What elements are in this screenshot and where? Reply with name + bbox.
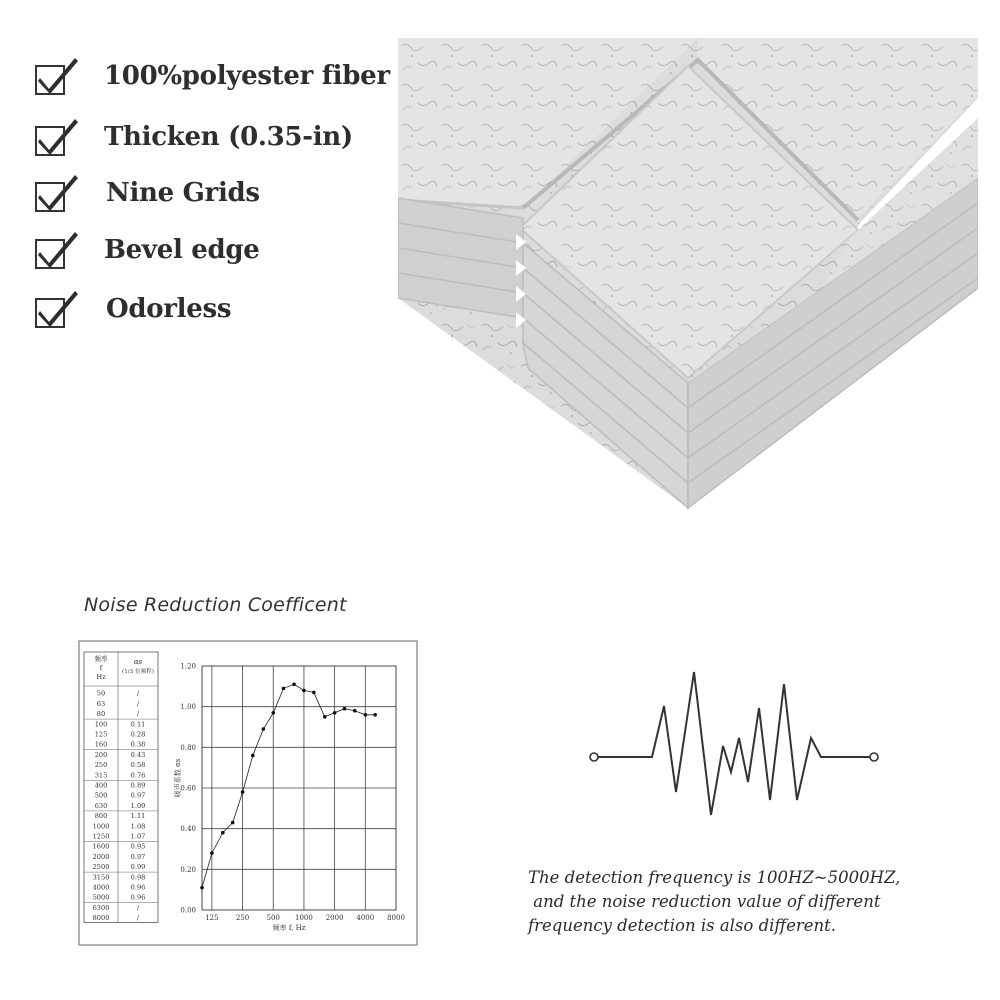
checkbox-checked-icon — [34, 117, 80, 157]
table-cell-coefficient: 1.08 — [130, 822, 146, 831]
chart-data-point — [262, 727, 266, 731]
table-cell-coefficient: / — [136, 710, 140, 719]
table-cell-frequency: 5000 — [92, 893, 110, 902]
table-header-text: 频率 — [94, 655, 108, 663]
chart-x-tick-label: 2000 — [325, 914, 344, 922]
table-cell-coefficient: 0.96 — [130, 893, 146, 902]
table-cell-coefficient: 0.76 — [130, 771, 146, 780]
chart-data-point — [210, 851, 214, 855]
table-cell-coefficient: / — [136, 699, 140, 708]
chart-data-point — [200, 886, 204, 890]
table-cell-frequency: 3150 — [92, 873, 110, 882]
feature-label: Odorless — [106, 294, 232, 324]
table-cell-frequency: 500 — [94, 791, 108, 800]
caption-line: frequency detection is also different. — [528, 916, 837, 935]
table-cell-frequency: 400 — [94, 781, 108, 790]
feature-item — [34, 230, 260, 270]
caption-line: The detection frequency is 100HZ~5000HZ, — [528, 868, 901, 887]
chart-data-point — [373, 713, 377, 717]
chart-data-point — [251, 754, 255, 758]
checkbox-checked-icon — [34, 230, 80, 270]
nrc-title: Noise Reduction Coefficent — [84, 594, 347, 616]
chart-x-axis-label: 频率 f, Hz — [272, 924, 306, 932]
table-cell-frequency: 250 — [94, 761, 108, 770]
chart-x-tick-label: 1000 — [295, 914, 313, 922]
chart-data-point — [221, 831, 225, 835]
checkbox-checked-icon — [34, 173, 80, 213]
chart-x-tick-label: 500 — [266, 914, 280, 922]
table-cell-coefficient: 1.09 — [130, 801, 146, 810]
table-cell-coefficient: 0.11 — [130, 720, 146, 729]
chart-y-tick-label: 0.60 — [180, 784, 196, 793]
table-cell-frequency: 800 — [94, 812, 108, 821]
table-cell-coefficient: 0.98 — [130, 873, 146, 882]
table-cell-frequency: 50 — [96, 689, 106, 698]
chart-data-point — [271, 711, 275, 715]
table-cell-frequency: 2000 — [92, 852, 110, 861]
feature-item — [34, 173, 260, 213]
table-cell-frequency: 1600 — [92, 842, 110, 851]
table-cell-coefficient: 0.99 — [130, 863, 146, 872]
chart-data-point — [312, 691, 316, 695]
chart-data-point — [343, 707, 347, 711]
chart-data-point — [231, 821, 235, 825]
chart-data-point — [323, 715, 327, 719]
table-cell-coefficient: 0.97 — [130, 791, 146, 800]
table-cell-coefficient: 0.96 — [130, 883, 146, 892]
chart-data-point — [282, 687, 286, 691]
sound-wave-icon — [586, 668, 882, 822]
table-cell-frequency: 315 — [94, 771, 108, 780]
feature-item — [34, 289, 231, 329]
checkbox-checked-icon — [34, 289, 80, 329]
table-cell-coefficient: 0.95 — [130, 842, 146, 851]
chart-x-tick-label: 250 — [235, 914, 250, 922]
table-header-text: (1/3 倍频程) — [122, 669, 154, 675]
chart-y-tick-label: 0.20 — [180, 865, 196, 874]
caption-line: and the noise reduction value of different — [528, 892, 881, 911]
table-cell-frequency: 2500 — [92, 863, 110, 872]
table-cell-coefficient: 0.43 — [130, 750, 146, 759]
detection-caption — [528, 866, 948, 938]
chart-x-tick-label: 8000 — [387, 914, 405, 922]
feature-item — [34, 56, 390, 96]
chart-data-point — [333, 711, 337, 715]
chart-y-tick-label: 0.80 — [180, 743, 196, 752]
table-header-text: Hz — [96, 673, 106, 681]
table-cell-coefficient: 0.89 — [130, 781, 146, 790]
table-cell-frequency: 630 — [94, 801, 108, 810]
chart-y-tick-label: 1.00 — [180, 703, 196, 712]
nrc-figure — [78, 640, 418, 946]
chart-x-tick-label: 4000 — [356, 914, 375, 922]
table-cell-frequency: 1250 — [92, 832, 110, 841]
table-cell-coefficient: / — [136, 903, 140, 912]
checkbox-checked-icon — [34, 56, 80, 96]
table-cell-coefficient: 0.97 — [130, 852, 146, 861]
table-cell-coefficient: / — [136, 689, 140, 698]
feature-item — [34, 117, 353, 157]
table-cell-coefficient: 1.07 — [130, 832, 146, 841]
chart-x-tick-label: 125 — [205, 914, 219, 922]
feature-label: Thicken (0.35-in) — [104, 122, 353, 152]
table-cell-coefficient: 0.58 — [130, 761, 146, 770]
table-cell-coefficient: 0.38 — [130, 740, 146, 749]
chart-y-tick-label: 0.40 — [180, 825, 196, 834]
table-cell-coefficient: 1.11 — [130, 812, 146, 821]
chart-data-point — [292, 683, 296, 687]
table-cell-frequency: 8000 — [92, 914, 110, 923]
chart-y-tick-label: 0.00 — [180, 906, 196, 915]
table-cell-coefficient: 0.28 — [130, 730, 146, 739]
chart-data-point — [241, 790, 245, 794]
chart-y-tick-label: 1.20 — [180, 662, 196, 671]
table-header-text: f — [99, 664, 103, 672]
feature-label: 100%polyester fiber — [104, 61, 390, 91]
table-cell-frequency: 80 — [96, 710, 106, 719]
chart-data-point — [302, 689, 306, 693]
table-cell-frequency: 4000 — [92, 883, 110, 892]
chart-y-axis-label: 吸声系数 αs — [174, 758, 182, 798]
table-cell-frequency: 100 — [94, 720, 108, 729]
table-header-text: αs — [133, 658, 143, 666]
table-cell-frequency: 6300 — [92, 903, 110, 912]
acoustic-panel-stack-image — [398, 38, 978, 510]
chart-data-point — [353, 709, 357, 713]
table-cell-frequency: 1000 — [92, 822, 110, 831]
table-cell-coefficient: / — [136, 914, 140, 923]
feature-label: Nine Grids — [106, 178, 260, 208]
table-cell-frequency: 63 — [96, 699, 106, 708]
table-cell-frequency: 160 — [94, 740, 108, 749]
chart-data-point — [364, 713, 368, 717]
feature-label: Bevel edge — [104, 235, 260, 265]
table-cell-frequency: 125 — [94, 730, 108, 739]
table-cell-frequency: 200 — [94, 750, 108, 759]
